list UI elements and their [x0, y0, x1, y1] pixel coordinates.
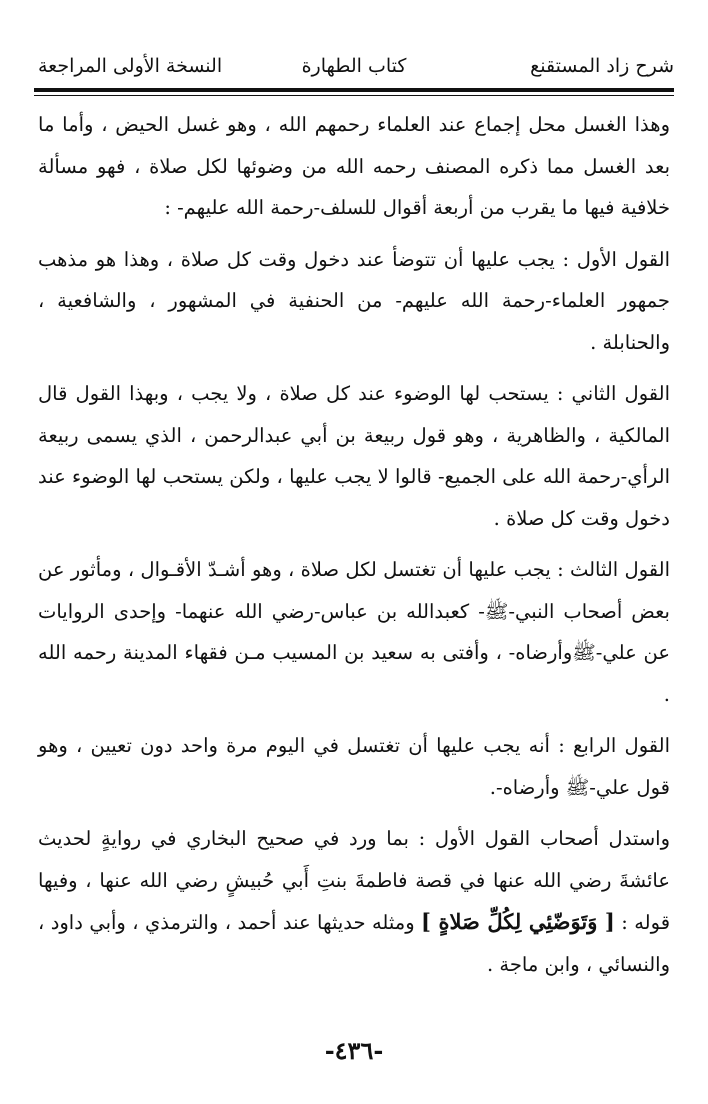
header-rule-thick — [34, 88, 674, 92]
page-body — [38, 104, 670, 985]
header-edition-label: النسخة الأولى المراجعة — [38, 55, 223, 77]
paragraph-second-opinion: القول الثاني : يستحب لها الوضوء عند كل صلاة ، ولا يجب ، وبهذا القول قال المالكية ، والظاهرية ، وهو قول ربيعة بن أبي عبدالرحمن ، الذي يسمى ربيعة الرأي-رحمة الله على الجميع- قالوا لا يجب عليها ، ولكن يستحب لها الوضوء عند دخول وقت كل صلاة . — [38, 382, 670, 530]
evidence-text-before: واستدل أصحاب القول الأول : بما ورد في صحيح البخاري في روايةٍ لحديث عائشةَ رضي الله عنها في قصة فاطمةَ بنتِ أَبي حُبيشٍ رضي الله عنها ، وفيها قوله : — [38, 827, 671, 934]
header-book-title: شرح زاد المستقنع — [530, 55, 674, 77]
hadith-quote: [ وَتَوَضّئِي لِكُلِّ صَلاةٍ ] — [421, 909, 615, 934]
running-header — [34, 55, 674, 87]
paragraph-evidence — [38, 818, 670, 985]
paragraph-third-opinion: القول الثالث : يجب عليها أن تغتسل لكل صلاة ، وهو أشـدّ الأقـوال ، ومأثور عن بعض أصحاب النبي-ﷺ- كعبدالله بن عباس-رضي الله عنهما- وإحدى الروايات عن علي-ﷺوأرضاه- ، وأفتى به سعيد بن المسيب مـن فقهاء المدينة رحمه الله . — [38, 558, 670, 706]
paragraph-first-opinion: القول الأول : يجب عليها أن تتوضأ عند دخول وقت كل صلاة ، وهذا هو مذهب جمهور العلماء-رحمة الله عليهم- من الحنفية في المشهور ، والشافعية ، والحنابلة . — [38, 247, 670, 354]
header-rule-thin — [34, 95, 674, 96]
paragraph-fourth-opinion: القول الرابع : أنه يجب عليها أن تغتسل في اليوم مرة واحد دون تعيين ، وهو قول علي-ﷺ وأرضاه-. — [38, 734, 670, 799]
paragraph-intro: وهذا الغسل محل إجماع عند العلماء رحمهم الله ، وهو غسل الحيض ، وأما ما بعد الغسل مما ذكره المصنف رحمه الله من وضوئها لكل صلاة ، فهو مسألة خلافية فيها ما يقرب من أربعة أقوال للسلف-رحمة الله عليهم- : — [38, 113, 670, 219]
page-number: -٤٣٦- — [324, 1036, 384, 1065]
evidence-text-after: ومثله حديثها عند أحمد ، والترمذي ، وأبي داود ، والنسائي ، وابن ماجة . — [38, 911, 670, 976]
header-chapter-title: كتاب الطهارة — [301, 55, 407, 77]
